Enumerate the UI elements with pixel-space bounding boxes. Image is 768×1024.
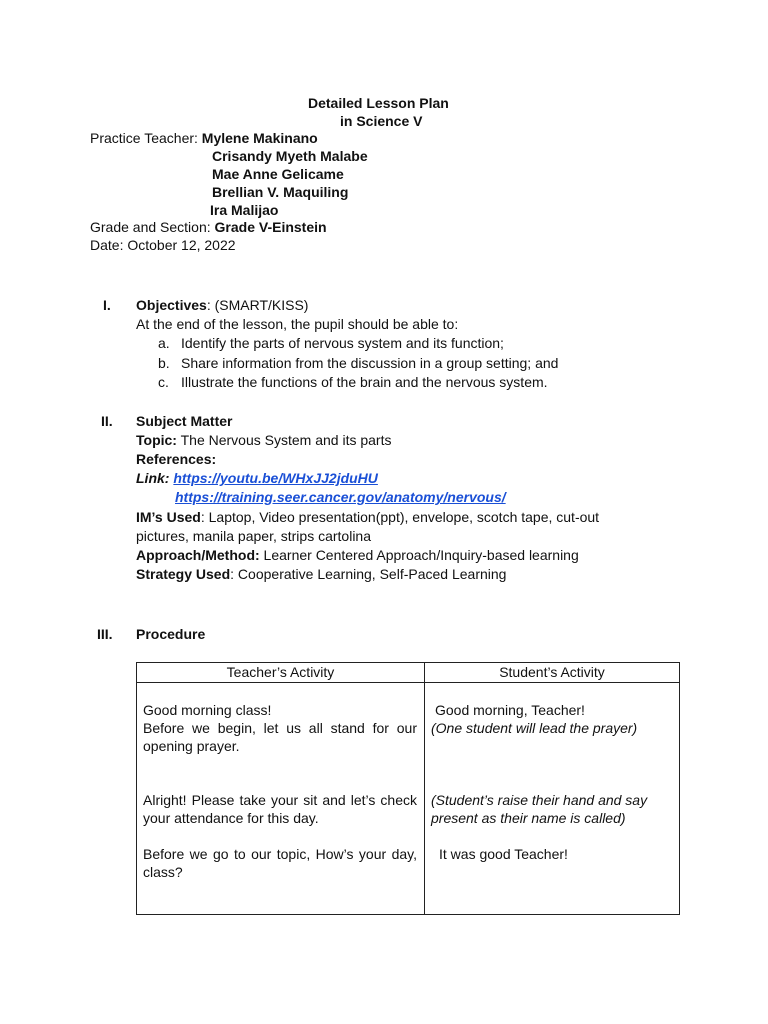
objectives-intro: At the end of the lesson, the pupil should be able to:: [136, 316, 459, 332]
objective-item: Identify the parts of nervous system and its function;: [181, 335, 504, 351]
strategy-line: Strategy Used: Cooperative Learning, Self-Paced Learning: [136, 566, 507, 582]
objective-item: Illustrate the functions of the brain and the nervous system.: [181, 374, 548, 390]
teacher-name: Crisandy Myeth Malabe: [212, 148, 368, 164]
document-subtitle: in Science V: [340, 113, 423, 129]
topic-line: Topic: The Nervous System and its parts: [136, 432, 392, 448]
activity-table: [136, 662, 680, 915]
teacher-name: Brellian V. Maquiling: [212, 184, 349, 200]
student-line: (Student’s raise their hand and say present as their name is called): [431, 792, 648, 826]
teacher-name: Mae Anne Gelicame: [212, 166, 344, 182]
youtube-link[interactable]: https://youtu.be/WHxJJ2jduHU: [173, 470, 378, 486]
objectives-heading: Objectives: (SMART/KISS): [136, 297, 309, 313]
student-activity-header: Student’s Activity: [425, 663, 680, 683]
document-title: Detailed Lesson Plan: [308, 95, 449, 111]
grade-section-value: Grade V-Einstein: [214, 219, 327, 235]
table-header-row: [137, 663, 680, 683]
practice-teacher-line: [90, 129, 318, 147]
section-numeral: III.: [97, 626, 113, 642]
practice-teacher-label: Practice Teacher:: [90, 130, 202, 146]
link-line: [136, 469, 378, 487]
objective-marker: a.: [158, 335, 170, 351]
link-line: [175, 488, 506, 506]
seer-training-link[interactable]: https://training.seer.cancer.gov/anatomy/nervous/: [175, 489, 506, 505]
teacher-line: Before we begin, let us all stand for our opening prayer.: [143, 720, 417, 754]
table-row: [137, 683, 680, 915]
teacher-activity-header: Teacher’s Activity: [137, 663, 425, 683]
procedure-heading: Procedure: [136, 626, 206, 642]
teacher-line: Before we go to our topic, How’s your day, class?: [143, 846, 417, 880]
teacher-name: Mylene Makinano: [201, 130, 318, 146]
student-line: It was good Teacher!: [439, 846, 568, 862]
teacher-activity-cell: [137, 683, 425, 915]
teacher-line: Good morning class!: [143, 702, 272, 718]
objective-item: Share information from the discussion in a group setting; and: [181, 355, 559, 371]
subject-matter-heading: Subject Matter: [136, 413, 233, 429]
student-line: Good morning, Teacher!: [435, 702, 585, 718]
references-label: References:: [136, 451, 217, 467]
section-numeral: I.: [103, 297, 111, 313]
objective-marker: b.: [158, 355, 170, 371]
approach-line: Approach/Method: Learner Centered Approach/Inquiry-based learning: [136, 547, 579, 563]
student-activity-cell: [425, 683, 680, 915]
teacher-name: Ira Malijao: [210, 202, 279, 218]
grade-section-label: Grade and Section:: [90, 219, 215, 235]
teacher-line: Alright! Please take your sit and let’s check your attendance for this day.: [143, 792, 417, 826]
date-line: Date: October 12, 2022: [90, 237, 236, 253]
section-numeral: II.: [101, 413, 113, 429]
ims-line: IM’s Used: Laptop, Video presentation(ppt), envelope, scotch tape, cut-out: [136, 509, 600, 525]
student-line: (One student will lead the prayer): [431, 720, 638, 736]
link-label: Link:: [136, 470, 170, 486]
ims-line-continued: pictures, manila paper, strips cartolina: [136, 528, 371, 544]
objective-marker: c.: [158, 374, 169, 390]
grade-section-line: [90, 218, 327, 236]
